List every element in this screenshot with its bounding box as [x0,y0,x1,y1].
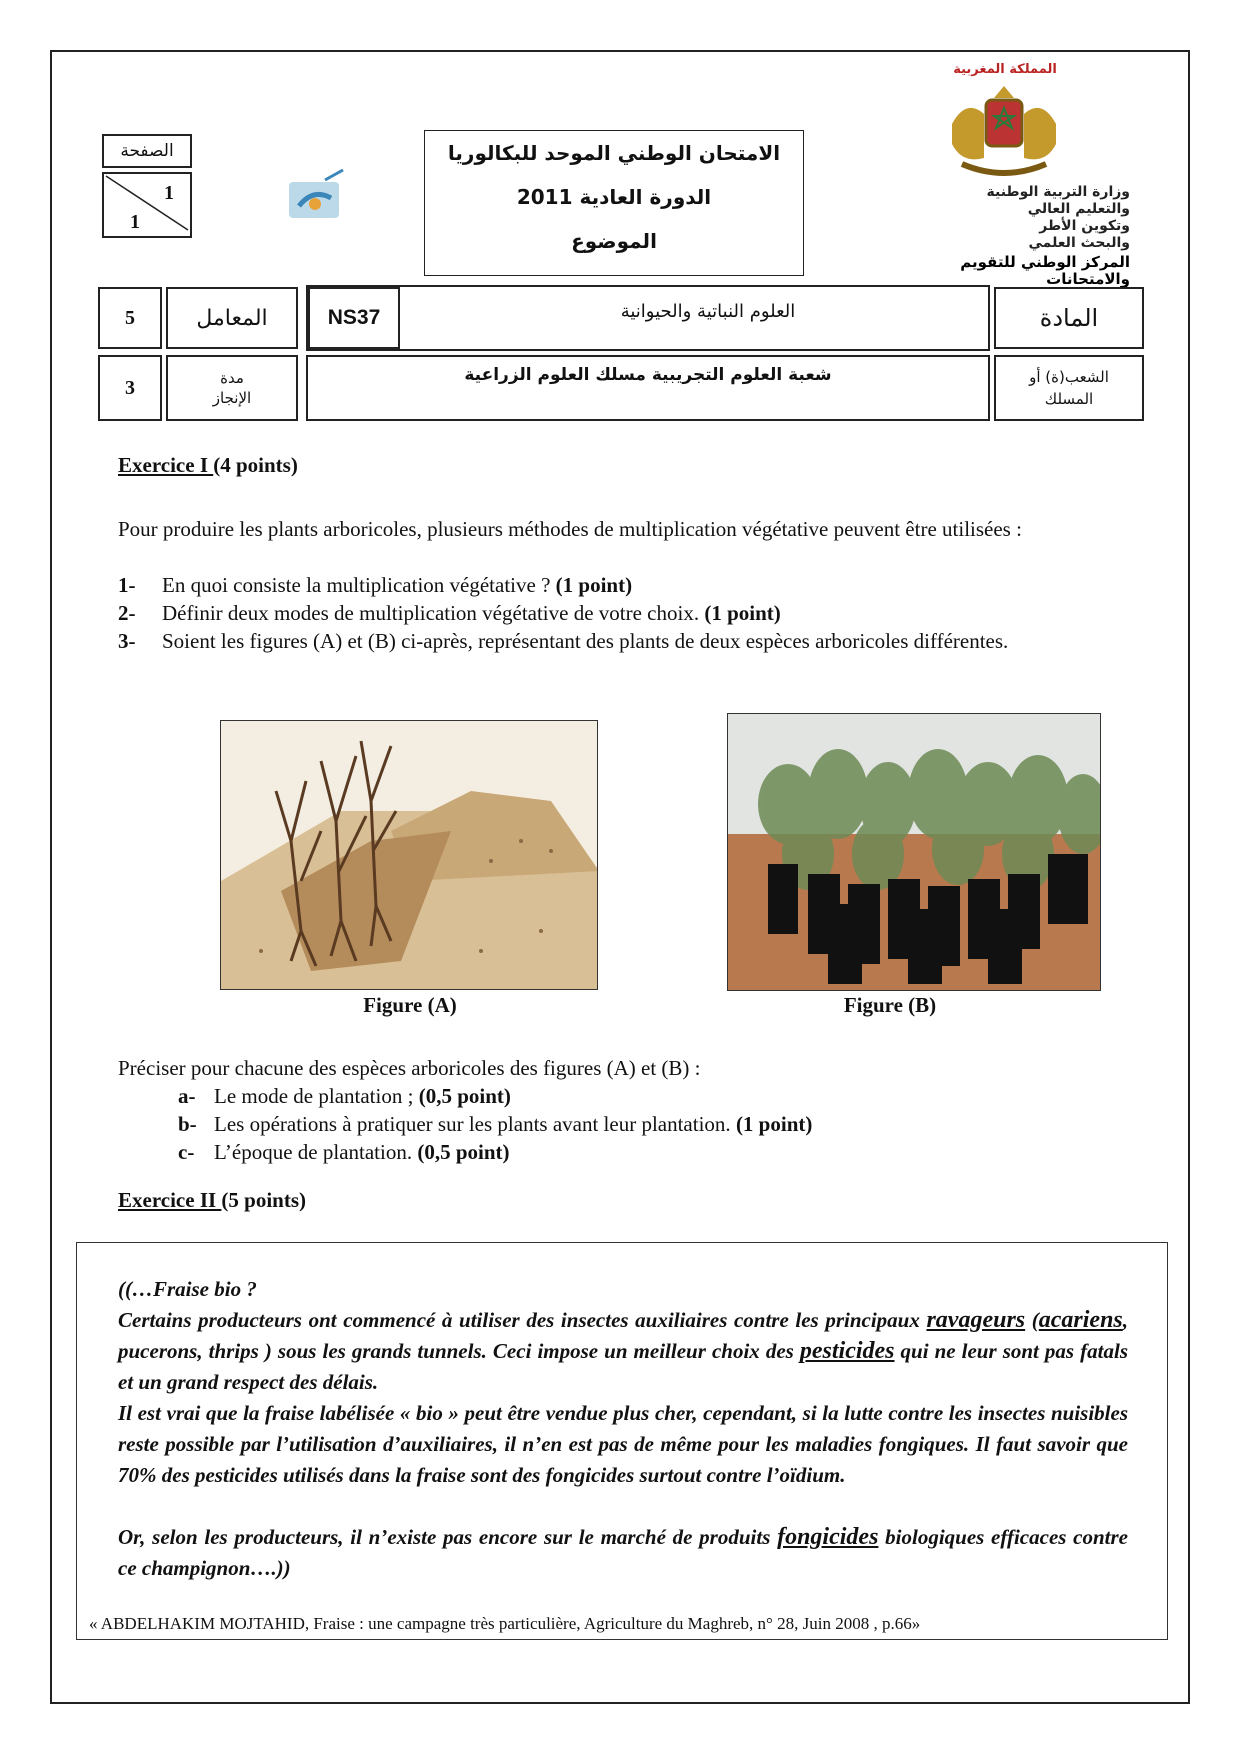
ministry-block [880,184,1130,288]
figure-b-caption: Figure (B) [843,993,937,1017]
track-label-cell [994,355,1144,421]
ministry-line: والبحث العلمي [1028,235,1130,251]
subject-label: المادة [994,287,1144,349]
track-name: شعبة العلوم التجريبية مسلك العلوم الزراعية [306,355,990,421]
duration-label: الإنجاز [212,389,252,407]
ministry-line: وزارة التربية الوطنية [986,184,1130,200]
olive-plants-photo [728,714,1101,991]
page-counter [102,134,192,238]
figure-a-caption: Figure (A) [363,993,457,1017]
figure-a-image [220,720,598,990]
quote-reference: « ABDELHAKIM MOJTAHID, Fraise : une campagne très particulière, Agriculture du Maghreb, n° 28, Juin 2008 , p.66» [89,1614,921,1633]
exam-title-box [424,130,804,276]
duration-value: 3 [98,355,162,421]
exercise-1-title: Exercice I (4 points) [118,453,298,477]
subject-code: NS37 [308,287,400,349]
page-current: 1 [164,182,174,204]
quote-paragraph-3: Or, selon les producteurs, il n’existe pas encore sur le marché de produits fongicides biologiques efficaces contre ce champignon….)) [118,1524,1128,1580]
quote-heading: ((…Fraise bio ? [118,1277,257,1301]
ministry-line: والتعليم العالي [1027,201,1130,217]
diagonal-divider [104,174,190,232]
track-label: المسلك [1044,390,1094,408]
subject-cell [306,285,990,351]
duration-label-cell [166,355,298,421]
duration-label: مدة [220,369,244,387]
figure-b-image [727,713,1101,991]
exam-title: الامتحان الوطني الموحد للبكالوريا [447,141,781,165]
quote-paragraph-1: Certains producteurs ont commencé à utiliser des insectes auxiliaires contre les principaux ravageurs (acariens, pucerons, thrips ) sous les grands tunnels. Ceci impose un meilleur choix des pesticides qui ne leur sont pas fatals et un grand respect des délais. [118,1307,1128,1394]
kingdom-name: المملكة المغربية [953,62,1057,77]
coefficient-label: المعامل [166,287,298,349]
exam-center-logo-icon [285,168,347,224]
center-name: المركز الوطني للتقويم والامتحانات [960,253,1130,288]
ministry-line: وتكوين الأطر [1039,218,1130,234]
exercise-2-title: Exercice II (5 points) [118,1188,307,1212]
quote-paragraph-2: Il est vrai que la fraise labélisée « bio » peut être vendue plus cher, cependant, si la lutte contre les insectes nuisibles reste possible par l’utilisation d’auxiliaires, il n’en est pas de même pour les maladies fongiques. Il faut savoir que 70% des pesticides utilisés dans la fraise sont des fongicides surtout contre l’oïdium. [118,1401,1128,1487]
royal-emblem-icon [942,84,1066,180]
exam-subject-heading: الموضوع [571,229,657,253]
exercise-1-prompt: Préciser pour chacune des espèces arboricoles des figures (A) et (B) : [118,1056,701,1080]
coefficient-value: 5 [98,287,162,349]
planting-trench-illustration [221,721,598,990]
exercise-1-intro: Pour produire les plants arboricoles, plusieurs méthodes de multiplication végétative peuvent être utilisées : [118,517,1022,541]
page-label: الصفحة [102,134,192,168]
exam-session: الدورة العادية 2011 [516,185,712,209]
track-label: الشعب(ة) أو [1029,368,1109,386]
page-number-box [102,172,192,238]
subject-name: العلوم النباتية والحيوانية [620,301,796,322]
page-total: 1 [130,211,140,233]
